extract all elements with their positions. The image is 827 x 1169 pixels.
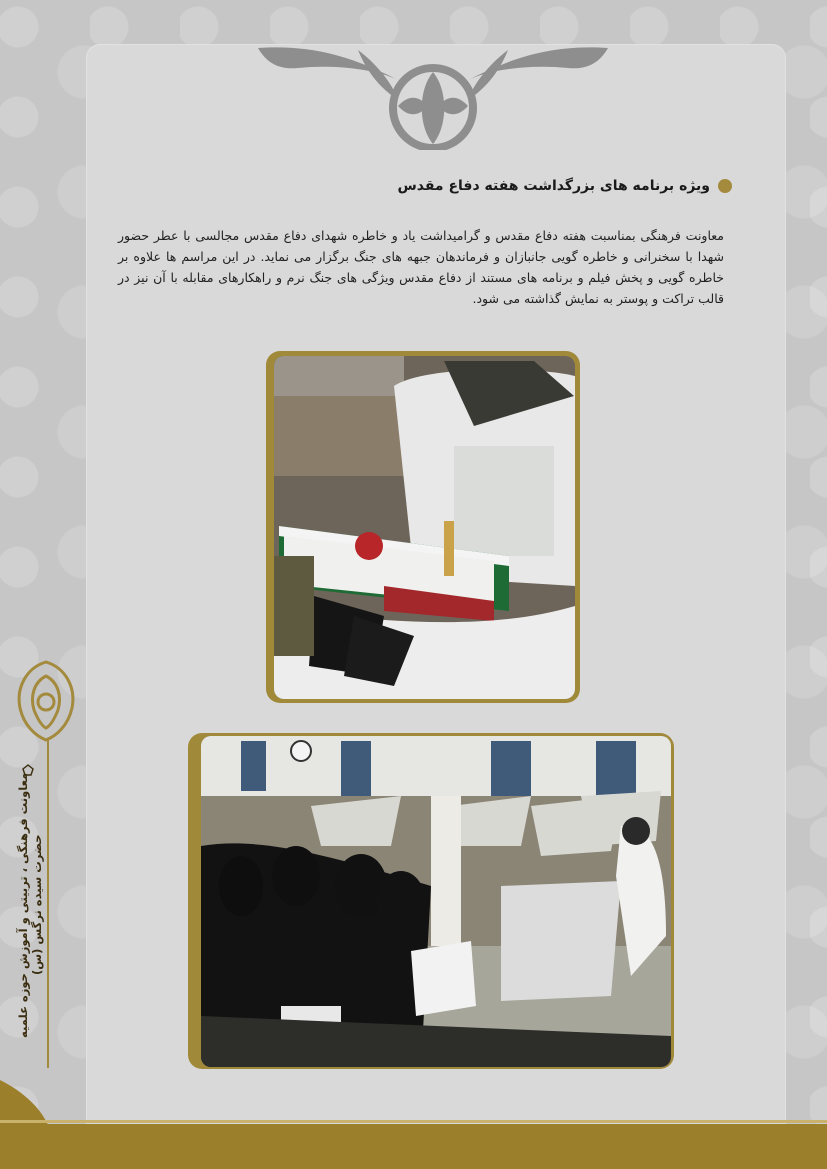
memorial-display-photo	[274, 356, 575, 699]
corner-curve-icon	[0, 1040, 90, 1130]
section-heading	[397, 178, 732, 194]
side-banner-text: معاونت فرهنگی ، تربیتی و آموزش حوزه علمیه حضرت سیده نرگس (س)	[16, 772, 44, 1038]
ceremony-gathering-photo	[201, 736, 671, 1067]
footer-band	[0, 1124, 827, 1169]
ceremony-photo-icon	[201, 736, 671, 1067]
memorial-photo-icon	[274, 356, 575, 699]
section-title: ویژه برنامه های بزرگداشت هفته دفاع مقدس	[397, 178, 710, 194]
side-medallion-icon	[12, 658, 80, 742]
bullet-icon	[718, 179, 732, 193]
top-ornament-icon	[258, 40, 608, 150]
body-paragraph: معاونت فرهنگی بمناسبت هفته دفاع مقدس و گرامیداشت یاد و خاطره شهدای دفاع مقدس مجالسی با عطر حضور شهدا با سخنرانی و خاطره گویی جانبازان و فرماندهان جبهه های جنگ برگزار می نماید. در این مراسم ها علاوه بر خاطره گویی و پخش فیلم و برنامه های مستند از دفاع مقدس ویژگی های جنگ نرم و راهکارهای مقابله با آن نیز در قالب تراکت و پوستر به نمایش گذاشته می شود.	[118, 227, 724, 306]
photo-frame-2	[188, 733, 674, 1069]
footer-line	[0, 1120, 827, 1123]
side-divider	[47, 738, 49, 1068]
photo-frame-1	[266, 351, 580, 703]
